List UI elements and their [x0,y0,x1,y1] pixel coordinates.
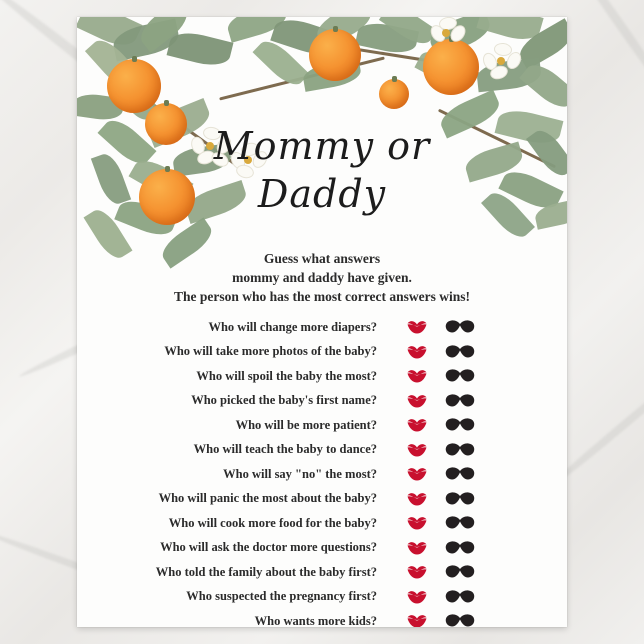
lips-icon[interactable] [407,345,427,359]
question-text: Who wants more kids? [254,613,377,627]
question-row [77,462,567,487]
question-text: Who suspected the pregnancy first? [186,589,377,604]
question-row [77,560,567,585]
question-row [77,364,567,389]
question-text: Who will teach the baby to dance? [193,442,377,457]
mustache-icon[interactable] [445,613,475,627]
mustache-icon[interactable] [445,344,475,360]
lips-icon[interactable] [407,565,427,579]
leaf [167,28,234,70]
mustache-icon[interactable] [445,515,475,531]
lips-icon[interactable] [407,369,427,383]
orange-fruit [309,29,361,81]
mustache-icon[interactable] [445,442,475,458]
mustache-icon[interactable] [445,466,475,482]
instructions-line-3: The person who has the most correct answers wins! [174,289,470,304]
question-text: Who will spoil the baby the most? [196,368,377,383]
orange-fruit [379,79,409,109]
question-text: Who will take more photos of the baby? [164,344,377,359]
orange-fruit [107,59,161,113]
question-text: Who will cook more food for the baby? [168,515,377,530]
title-line-2: Daddy [257,172,387,216]
question-list [77,315,567,627]
page-title [77,122,567,218]
question-text: Who will change more diapers? [208,319,377,334]
flower [481,43,523,81]
question-row [77,585,567,610]
answer-choices [387,368,475,384]
answer-choices [387,613,475,627]
answer-choices [387,393,475,409]
instructions-line-1: Guess what answers [263,251,381,266]
flower [429,17,465,49]
question-row [77,609,567,627]
mustache-icon[interactable] [445,491,475,507]
question-text: Who will panic the most about the baby? [158,491,377,506]
lips-icon[interactable] [407,443,427,457]
lips-icon[interactable] [407,320,427,334]
baby-shower-game-card [77,17,567,627]
lips-icon[interactable] [407,418,427,432]
answer-choices [387,564,475,580]
question-row [77,340,567,365]
answer-choices [387,515,475,531]
lips-icon[interactable] [407,492,427,506]
question-row [77,511,567,536]
mustache-icon[interactable] [445,564,475,580]
answer-choices [387,491,475,507]
question-row [77,536,567,561]
question-text: Who will ask the doctor more questions? [160,540,377,555]
instructions-line-2: mommy and daddy have given. [232,270,412,285]
lips-icon[interactable] [407,541,427,555]
question-row [77,389,567,414]
lips-icon[interactable] [407,614,427,627]
flower-center [497,57,505,65]
question-row [77,487,567,512]
question-text: Who told the family about the baby first? [155,564,377,579]
answer-choices [387,589,475,605]
answer-choices [387,417,475,433]
mustache-icon[interactable] [445,393,475,409]
question-text: Who will be more patient? [235,417,377,432]
question-text: Who will say "no" the most? [223,466,377,481]
instructions [77,249,567,306]
question-row [77,413,567,438]
flower-center [442,29,450,37]
mustache-icon[interactable] [445,540,475,556]
title-line-1: Mommy or [213,124,431,168]
question-row [77,438,567,463]
mustache-icon[interactable] [445,319,475,335]
answer-choices [387,540,475,556]
answer-choices [387,442,475,458]
lips-icon[interactable] [407,394,427,408]
lips-icon[interactable] [407,467,427,481]
answer-choices [387,466,475,482]
answer-choices [387,344,475,360]
mustache-icon[interactable] [445,589,475,605]
lips-icon[interactable] [407,590,427,604]
mustache-icon[interactable] [445,417,475,433]
lips-icon[interactable] [407,516,427,530]
question-text: Who picked the baby's first name? [191,393,377,408]
question-row [77,315,567,340]
mustache-icon[interactable] [445,368,475,384]
answer-choices [387,319,475,335]
